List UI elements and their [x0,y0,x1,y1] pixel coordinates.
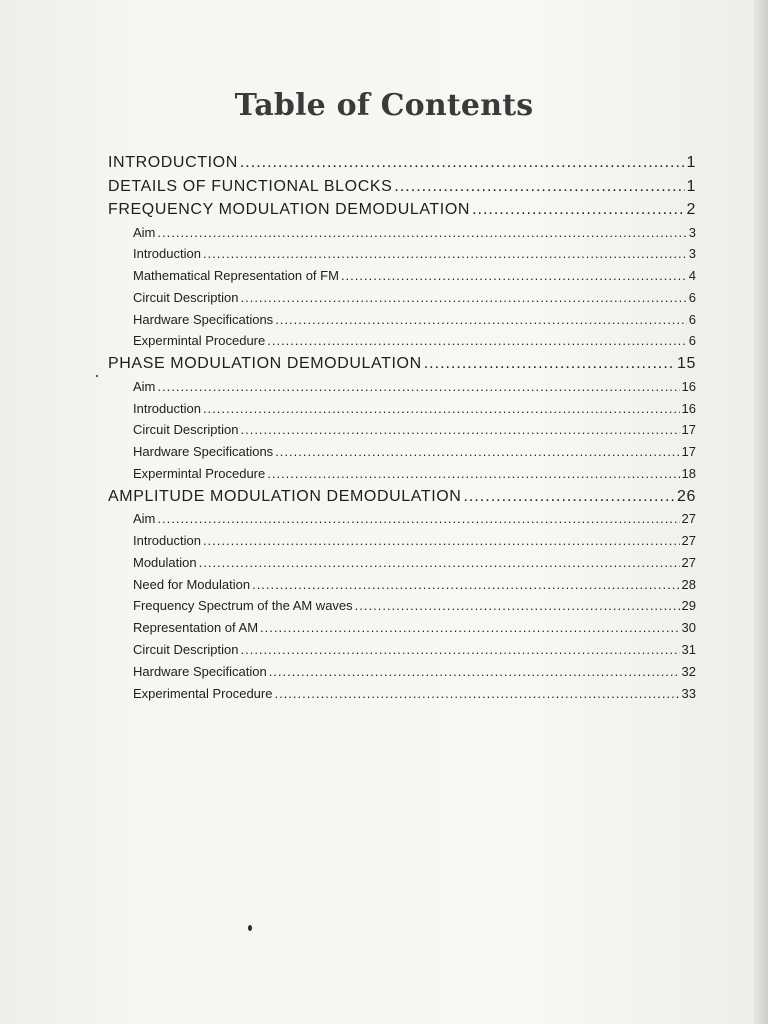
dot-leader [240,154,685,172]
dot-leader [472,201,684,219]
dot-leader [157,225,686,240]
page-number: 18 [681,465,696,481]
dot-leader [240,642,679,657]
toc-subsection-entry[interactable] [108,620,696,642]
dot-leader [199,555,680,570]
entry-title: FREQUENCY MODULATION DEMODULATION [108,201,471,218]
dot-leader [157,511,679,526]
entry-title: Aim [133,224,156,240]
dot-leader [355,598,680,613]
toc-subsection-entry[interactable] [108,422,696,444]
toc-subsection-entry[interactable] [108,664,696,686]
table-of-contents [108,154,696,707]
toc-section-entry[interactable] [108,488,696,512]
dot-leader [267,466,679,481]
dot-leader [267,333,687,348]
entry-title: Mathematical Representation of FM [133,268,339,284]
entry-title: Modulation [133,554,197,570]
toc-subsection-entry[interactable] [108,312,696,334]
toc-subsection-entry[interactable] [108,401,696,423]
page-number: 4 [688,268,696,284]
entry-title: Experimental Procedure [133,685,273,701]
dot-leader [240,422,679,437]
page-number: 28 [681,576,696,592]
toc-subsection-entry[interactable] [108,555,696,577]
dot-leader [252,577,679,592]
entry-title: Aim [133,511,156,527]
dot-leader [341,268,687,283]
entry-title: Aim [133,378,156,394]
dot-leader [463,488,675,506]
toc-subsection-entry[interactable] [108,268,696,290]
page-number: 27 [681,511,696,527]
dot-leader [269,664,680,679]
entry-title: PHASE MODULATION DEMODULATION [108,355,422,373]
toc-subsection-entry[interactable] [108,290,696,312]
dot-leader [275,444,679,459]
toc-section-entry[interactable] [108,201,696,225]
toc-section-entry[interactable] [108,154,696,178]
toc-subsection-entry[interactable] [108,686,696,708]
dot-leader [157,379,679,394]
dot-leader [203,401,680,416]
entry-title: Frequency Spectrum of the AM waves [133,598,353,614]
toc-section-entry[interactable] [108,355,696,379]
toc-subsection-entry[interactable] [108,246,696,268]
toc-subsection-entry[interactable] [108,598,696,620]
entry-title: AMPLITUDE MODULATION DEMODULATION [108,487,462,505]
entry-title: Hardware Specifications [133,311,274,327]
entry-title: INTRODUCTION [108,154,238,171]
toc-section-entry[interactable] [108,178,696,202]
page-number: 30 [681,620,696,636]
entry-title: Expermintal Procedure [133,465,266,481]
page-number: 33 [681,685,696,701]
page-number: 26 [677,487,696,505]
toc-subsection-entry[interactable] [108,225,696,247]
toc-subsection-entry[interactable] [108,333,696,355]
toc-subsection-entry[interactable] [108,511,696,533]
entry-title: DETAILS OF FUNCTIONAL BLOCKS [108,177,393,195]
entry-title: Representation of AM [133,620,259,636]
page-number: 1 [686,154,696,171]
entry-title: Circuit Description [133,422,239,438]
entry-title: Circuit Description [133,642,239,658]
page-number: 3 [688,246,696,262]
entry-title: Hardware Specification [133,663,267,679]
page-title: Table of Contents [234,88,534,123]
toc-subsection-entry[interactable] [108,533,696,555]
page-number: 1 [686,177,696,195]
dot-leader [260,620,680,635]
page-number: 31 [681,642,696,658]
dot-leader [275,312,687,327]
scan-speck [96,375,98,377]
toc-subsection-entry[interactable] [108,444,696,466]
dot-leader [203,533,680,548]
page-number: 2 [686,201,696,218]
page-number: 32 [681,663,696,679]
scan-speck [248,925,252,931]
entry-title: Introduction [133,533,201,549]
toc-subsection-entry[interactable] [108,466,696,488]
page-number: 6 [688,311,696,327]
page-number: 17 [681,444,696,460]
page-edge-shadow [754,0,768,1024]
dot-leader [240,290,686,305]
page-number: 16 [681,400,696,416]
entry-title: Hardware Specifications [133,444,274,460]
dot-leader [424,355,675,373]
entry-title: Need for Modulation [133,576,251,592]
page-number: 16 [681,378,696,394]
page-number: 6 [688,333,696,349]
toc-subsection-entry[interactable] [108,577,696,599]
page-number: 3 [688,224,696,240]
page-number: 15 [677,355,696,373]
entry-title: Circuit Description [133,289,239,305]
entry-title: Expermintal Procedure [133,333,266,349]
page-number: 27 [681,554,696,570]
toc-subsection-entry[interactable] [108,379,696,401]
entry-title: Introduction [133,246,201,262]
dot-leader [394,178,684,196]
entry-title: Introduction [133,400,201,416]
toc-subsection-entry[interactable] [108,642,696,664]
page-number: 29 [681,598,696,614]
page-number: 6 [688,289,696,305]
dot-leader [203,246,687,261]
page-number: 17 [681,422,696,438]
dot-leader [274,686,679,701]
page-number: 27 [681,533,696,549]
